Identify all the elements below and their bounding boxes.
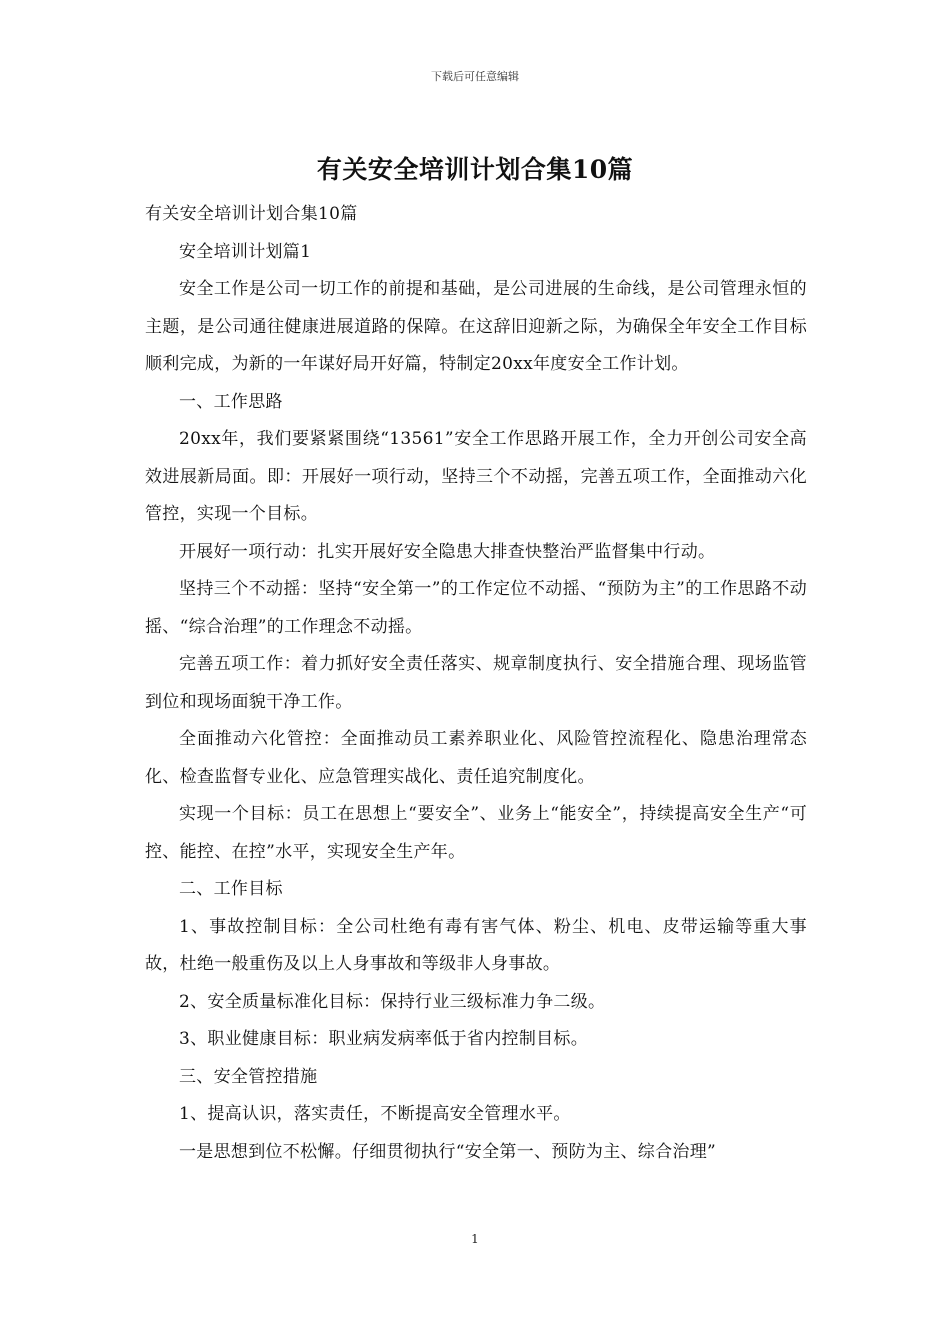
body-paragraph: 安全工作是公司一切工作的前提和基础，是公司进展的生命线，是公司管理永恒的主题，是公司通往健康进展道路的保障。在这辞旧迎新之际，为确保全年安全工作目标顺利完成，为新的一年谋好局开好篇，特制定20xx年度安全工作计划。 <box>145 279 807 374</box>
section-heading: 安全培训计划篇1 <box>179 241 312 262</box>
subtitle-paragraph: 有关安全培训计划合集10篇 <box>145 204 358 224</box>
body-paragraph: 全面推动六化管控：全面推动员工素养职业化、风险管控流程化、隐患治理常态化、检查监督专业化、应急管理实战化、责任追究制度化。 <box>145 729 807 787</box>
body-paragraph: 20xx年，我们要紧紧围绕“13561”安全工作思路开展工作，全力开创公司安全高效进展新局面。即：开展好一项行动，坚持三个不动摇，完善五项工作，全面推动六化管控，实现一个目标。 <box>145 429 807 524</box>
body-paragraph: 坚持三个不动摇：坚持“安全第一”的工作定位不动摇、“预防为主”的工作思路不动摇、“综合治理”的工作理念不动摇。 <box>145 579 807 637</box>
body-paragraph: 2、安全质量标准化目标：保持行业三级标准力争二级。 <box>179 991 606 1012</box>
document-body <box>145 196 807 1171</box>
body-paragraph: 一是思想到位不松懈。仔细贯彻执行“安全第一、预防为主、综合治理” <box>179 1141 716 1162</box>
body-paragraph: 3、职业健康目标：职业病发病率低于省内控制目标。 <box>179 1029 589 1049</box>
section-heading: 一、工作思路 <box>179 391 283 412</box>
body-paragraph: 1、提高认识，落实责任，不断提高安全管理水平。 <box>179 1104 571 1124</box>
body-paragraph: 开展好一项行动：扎实开展好安全隐患大排查快整治严监督集中行动。 <box>179 541 716 562</box>
body-paragraph: 完善五项工作：着力抓好安全责任落实、规章制度执行、安全措施合理、现场监管到位和现场面貌干净工作。 <box>145 654 807 712</box>
section-heading: 三、安全管控措施 <box>179 1066 318 1087</box>
document-title: 有关安全培训计划合集10篇 <box>316 155 634 184</box>
section-heading: 二、工作目标 <box>179 879 283 899</box>
body-paragraph: 实现一个目标：员工在思想上“要安全”、业务上“能安全”，持续提高安全生产“可控、能控、在控”水平，实现安全生产年。 <box>145 804 807 862</box>
page-number: 1 <box>471 1232 479 1246</box>
header-note: 下载后可任意编辑 <box>431 70 519 83</box>
body-paragraph: 1、事故控制目标：全公司杜绝有毒有害气体、粉尘、机电、皮带运输等重大事故，杜绝一般重伤及以上人身事故和等级非人身事故。 <box>145 916 807 974</box>
